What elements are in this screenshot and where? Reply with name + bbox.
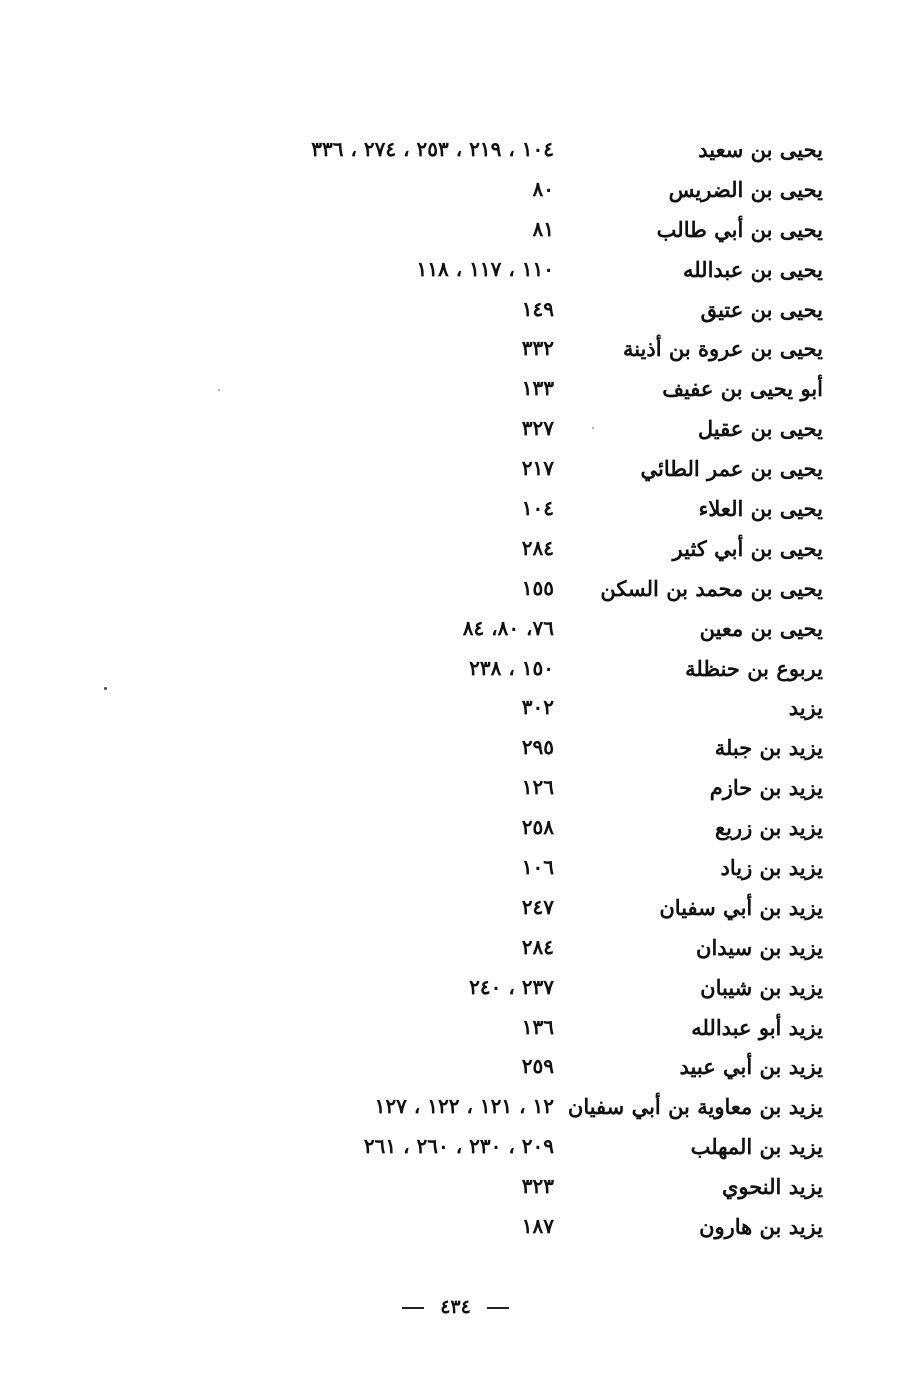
page-number: ٤٣٤	[440, 1296, 471, 1318]
entry-page-numbers: ٢٤٧	[521, 894, 554, 919]
entry-name: يحيى بن العلاء	[698, 496, 823, 522]
footer-dash-left	[402, 1307, 424, 1309]
footer-dash-right	[487, 1307, 509, 1309]
index-entry	[0, 1170, 911, 1210]
entry-page-numbers: ١٨٧	[521, 1214, 554, 1239]
entry-page-numbers: ٣٣٢	[521, 336, 554, 361]
entry-page-numbers: ١٢٦	[521, 775, 554, 800]
entry-page-numbers: ٢٨٤	[521, 535, 554, 560]
entry-name: يحيى بن معين	[699, 615, 823, 641]
index-entry	[0, 771, 911, 811]
entry-name: يزيد بن جبلة	[714, 735, 823, 761]
entry-name: يزيد النحوي	[721, 1174, 823, 1200]
index-entry	[0, 731, 911, 771]
entry-name: يحيى بن أبي طالب	[656, 216, 823, 242]
index-entry	[0, 133, 911, 173]
scan-speck	[592, 427, 594, 429]
entry-name: يحيى بن الضريس	[668, 176, 823, 202]
entry-page-numbers: ١٣٣	[521, 376, 554, 401]
entry-page-numbers: ١٤٩	[521, 296, 554, 321]
entry-page-numbers: ٨١	[532, 216, 554, 241]
entry-name: يزيد بن هارون	[699, 1214, 823, 1240]
index-entry	[0, 691, 911, 731]
index-entry	[0, 1011, 911, 1051]
index-entry	[0, 851, 911, 891]
index-entry	[0, 412, 911, 452]
entry-name: أبو يحيى بن عفيف	[662, 376, 823, 402]
index-entry	[0, 532, 911, 572]
entry-name: يزيد بن حازم	[709, 775, 823, 801]
entry-page-numbers: ٣٠٢	[521, 695, 554, 720]
entry-name: يحيى بن محمد بن السكن	[600, 575, 823, 601]
entry-page-numbers: ٨٠	[532, 176, 554, 201]
entry-name: يحيى بن عروة بن أذينة	[622, 336, 823, 362]
name-index-list	[0, 133, 911, 1250]
entry-name: يزيد	[788, 695, 823, 721]
entry-page-numbers: ١٢ ، ١٢١ ، ١٢٢ ، ١٢٧	[374, 1094, 554, 1119]
entry-name: يحيى بن عقيل	[697, 416, 823, 442]
index-entry	[0, 891, 911, 931]
entry-name: يحيى بن عبدالله	[682, 256, 823, 282]
entry-page-numbers: ٣٢٣	[521, 1174, 554, 1199]
index-entry	[0, 253, 911, 293]
entry-page-numbers: ١١٠ ، ١١٧ ، ١١٨	[416, 256, 554, 281]
index-entry	[0, 1050, 911, 1090]
index-entry	[0, 931, 911, 971]
entry-page-numbers: ٢٣٧ ، ٢٤٠	[469, 974, 554, 999]
index-entry	[0, 971, 911, 1011]
index-entry	[0, 612, 911, 652]
entry-name: يزيد بن أبي عبيد	[679, 1054, 823, 1080]
scan-speck	[104, 687, 107, 690]
entry-name: يزيد بن زياد	[720, 855, 823, 881]
entry-name: يحيى بن أبي كثير	[672, 535, 823, 561]
index-entry	[0, 652, 911, 692]
entry-page-numbers: ١٥٠ ، ٢٣٨	[469, 655, 554, 680]
entry-page-numbers: ٢٥٨	[521, 815, 554, 840]
index-entry	[0, 1090, 911, 1130]
index-entry	[0, 1210, 911, 1250]
entry-page-numbers: ٢٠٩ ، ٢٣٠ ، ٢٦٠ ، ٢٦١	[363, 1134, 554, 1159]
index-entry	[0, 173, 911, 213]
entry-page-numbers: ٢٥٩	[521, 1054, 554, 1079]
index-entry	[0, 293, 911, 333]
scan-speck	[218, 389, 220, 391]
index-entry	[0, 572, 911, 612]
index-entry	[0, 213, 911, 253]
index-entry	[0, 492, 911, 532]
entry-name: يزيد بن زريع	[714, 815, 823, 841]
entry-page-numbers: ٢٨٤	[521, 934, 554, 959]
index-entry	[0, 452, 911, 492]
entry-name: يزيد بن المهلب	[690, 1134, 823, 1160]
entry-page-numbers: ١٥٥	[521, 575, 554, 600]
entry-name: يزيد أبو عبدالله	[691, 1014, 823, 1040]
entry-name: يحيى بن سعيد	[698, 137, 823, 162]
entry-name: يزيد بن أبي سفيان	[659, 894, 823, 920]
entry-name: يزيد بن شيبان	[700, 974, 823, 1000]
entry-page-numbers: ١٣٦	[521, 1014, 554, 1039]
page-footer	[0, 1296, 911, 1318]
entry-page-numbers: ٢٩٥	[521, 735, 554, 760]
index-entry	[0, 1130, 911, 1170]
entry-page-numbers: ٣٢٧	[521, 416, 554, 441]
entry-page-numbers: ٧٦، ٨٠، ٨٤	[462, 615, 554, 640]
entry-name: يزيد بن معاوية بن أبي سفيان	[567, 1094, 823, 1120]
index-entry	[0, 811, 911, 851]
entry-name: يحيى بن عتيق	[700, 296, 823, 322]
entry-page-numbers: ١٠٤	[521, 496, 554, 521]
entry-page-numbers: ١٠٦	[521, 855, 554, 880]
entry-page-numbers: ٢١٧	[521, 456, 554, 481]
entry-name: يربوع بن حنظلة	[685, 655, 823, 681]
entry-page-numbers: ١٠٤ ، ٢١٩ ، ٢٥٣ ، ٢٧٤ ، ٣٣٦	[311, 137, 554, 161]
entry-name: يحيى بن عمر الطائي	[640, 456, 823, 482]
entry-name: يزيد بن سيدان	[696, 934, 823, 960]
index-entry	[0, 372, 911, 412]
index-entry	[0, 332, 911, 372]
